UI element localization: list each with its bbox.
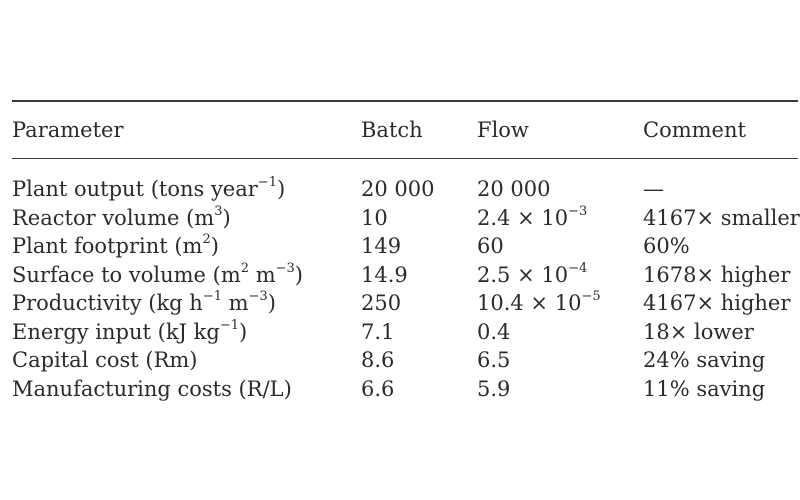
table-header-row	[12, 102, 798, 158]
superscript: 2	[240, 260, 250, 276]
superscript: 2	[202, 232, 211, 247]
text-part: Energy input (kJ kg	[12, 319, 220, 344]
cell-flow	[477, 204, 643, 233]
text-part: Productivity (kg h	[12, 291, 203, 315]
text-part: Reactor volume (m	[12, 205, 215, 230]
header-comment: Comment	[643, 118, 746, 142]
table-row	[12, 204, 798, 233]
cell-comment: —	[643, 177, 664, 201]
cell-flow	[477, 318, 643, 347]
text-part: 20 000	[361, 177, 435, 201]
text-part: 7.1	[361, 319, 395, 344]
cell-comment: 4167× higher	[643, 291, 791, 315]
superscript: −1	[202, 289, 222, 304]
text-part: m	[249, 262, 276, 287]
text-part: )	[210, 234, 219, 258]
cell-batch	[361, 346, 477, 375]
superscript: −3	[248, 289, 268, 304]
cell-flow	[477, 175, 643, 204]
cell-batch	[361, 375, 477, 404]
text-part: 60	[477, 234, 504, 258]
cell-comment: 11% saving	[643, 376, 766, 401]
superscript: −1	[219, 317, 239, 333]
text-part: )	[294, 262, 303, 287]
cell-comment: 60%	[643, 234, 690, 258]
text-part: 0.4	[477, 319, 511, 344]
table-row	[12, 261, 798, 290]
text-part: 6.6	[361, 376, 395, 401]
text-part: 6.5	[477, 348, 511, 372]
cell-batch	[361, 232, 477, 261]
text-part: 5.9	[477, 376, 511, 401]
cell-batch	[361, 175, 477, 204]
table-row	[12, 289, 798, 318]
cell-flow	[477, 289, 643, 318]
cell-flow	[477, 261, 643, 290]
text-part: )	[222, 205, 231, 230]
text-part: )	[276, 177, 286, 201]
cell-comment: 4167× smaller	[643, 205, 800, 230]
cell-comment: 18× lower	[643, 319, 754, 344]
cell-parameter	[12, 261, 361, 290]
cell-batch	[361, 289, 477, 318]
text-part: m	[222, 291, 249, 315]
text-part: 10.4 × 10	[477, 291, 582, 315]
cell-flow	[477, 346, 643, 375]
superscript: −3	[275, 260, 295, 276]
text-part: 10	[361, 205, 388, 230]
cell-parameter	[12, 289, 361, 318]
text-part: 149	[361, 234, 402, 258]
table-row	[12, 175, 798, 204]
table-row	[12, 232, 798, 261]
cell-comment: 24% saving	[643, 348, 766, 372]
text-part: Manufacturing costs (R/L)	[12, 376, 292, 401]
text-part: Capital cost (Rm)	[12, 348, 198, 372]
table-row	[12, 375, 798, 404]
text-part: 8.6	[361, 348, 395, 372]
text-part: 250	[361, 291, 402, 315]
text-part: )	[238, 319, 248, 344]
cell-parameter	[12, 232, 361, 261]
cell-comment: 1678× higher	[643, 262, 791, 287]
superscript: −5	[581, 289, 601, 304]
batch-vs-flow-table-body	[12, 159, 798, 403]
header-parameter: Parameter	[12, 118, 124, 142]
superscript: −3	[568, 203, 588, 219]
text-part: Surface to volume (m	[12, 262, 241, 287]
table-row	[12, 346, 798, 375]
comparison-table-container	[12, 100, 798, 403]
text-part: 20 000	[477, 177, 551, 201]
batch-vs-flow-table	[12, 102, 798, 158]
cell-flow	[477, 375, 643, 404]
superscript: 3	[214, 203, 223, 219]
text-part: 2.4 × 10	[477, 205, 569, 230]
superscript: −4	[568, 260, 588, 276]
cell-flow	[477, 232, 643, 261]
text-part: 2.5 × 10	[477, 262, 569, 287]
cell-batch	[361, 318, 477, 347]
cell-parameter	[12, 204, 361, 233]
cell-parameter	[12, 318, 361, 347]
superscript: −1	[257, 175, 277, 190]
header-batch: Batch	[361, 118, 423, 142]
cell-batch	[361, 204, 477, 233]
cell-parameter	[12, 346, 361, 375]
cell-parameter	[12, 175, 361, 204]
cell-parameter	[12, 375, 361, 404]
text-part: 14.9	[361, 262, 408, 287]
text-part: Plant output (tons year	[12, 177, 258, 201]
cell-batch	[361, 261, 477, 290]
header-flow: Flow	[477, 118, 529, 142]
table-row	[12, 318, 798, 347]
text-part: )	[267, 291, 276, 315]
text-part: Plant footprint (m	[12, 234, 203, 258]
